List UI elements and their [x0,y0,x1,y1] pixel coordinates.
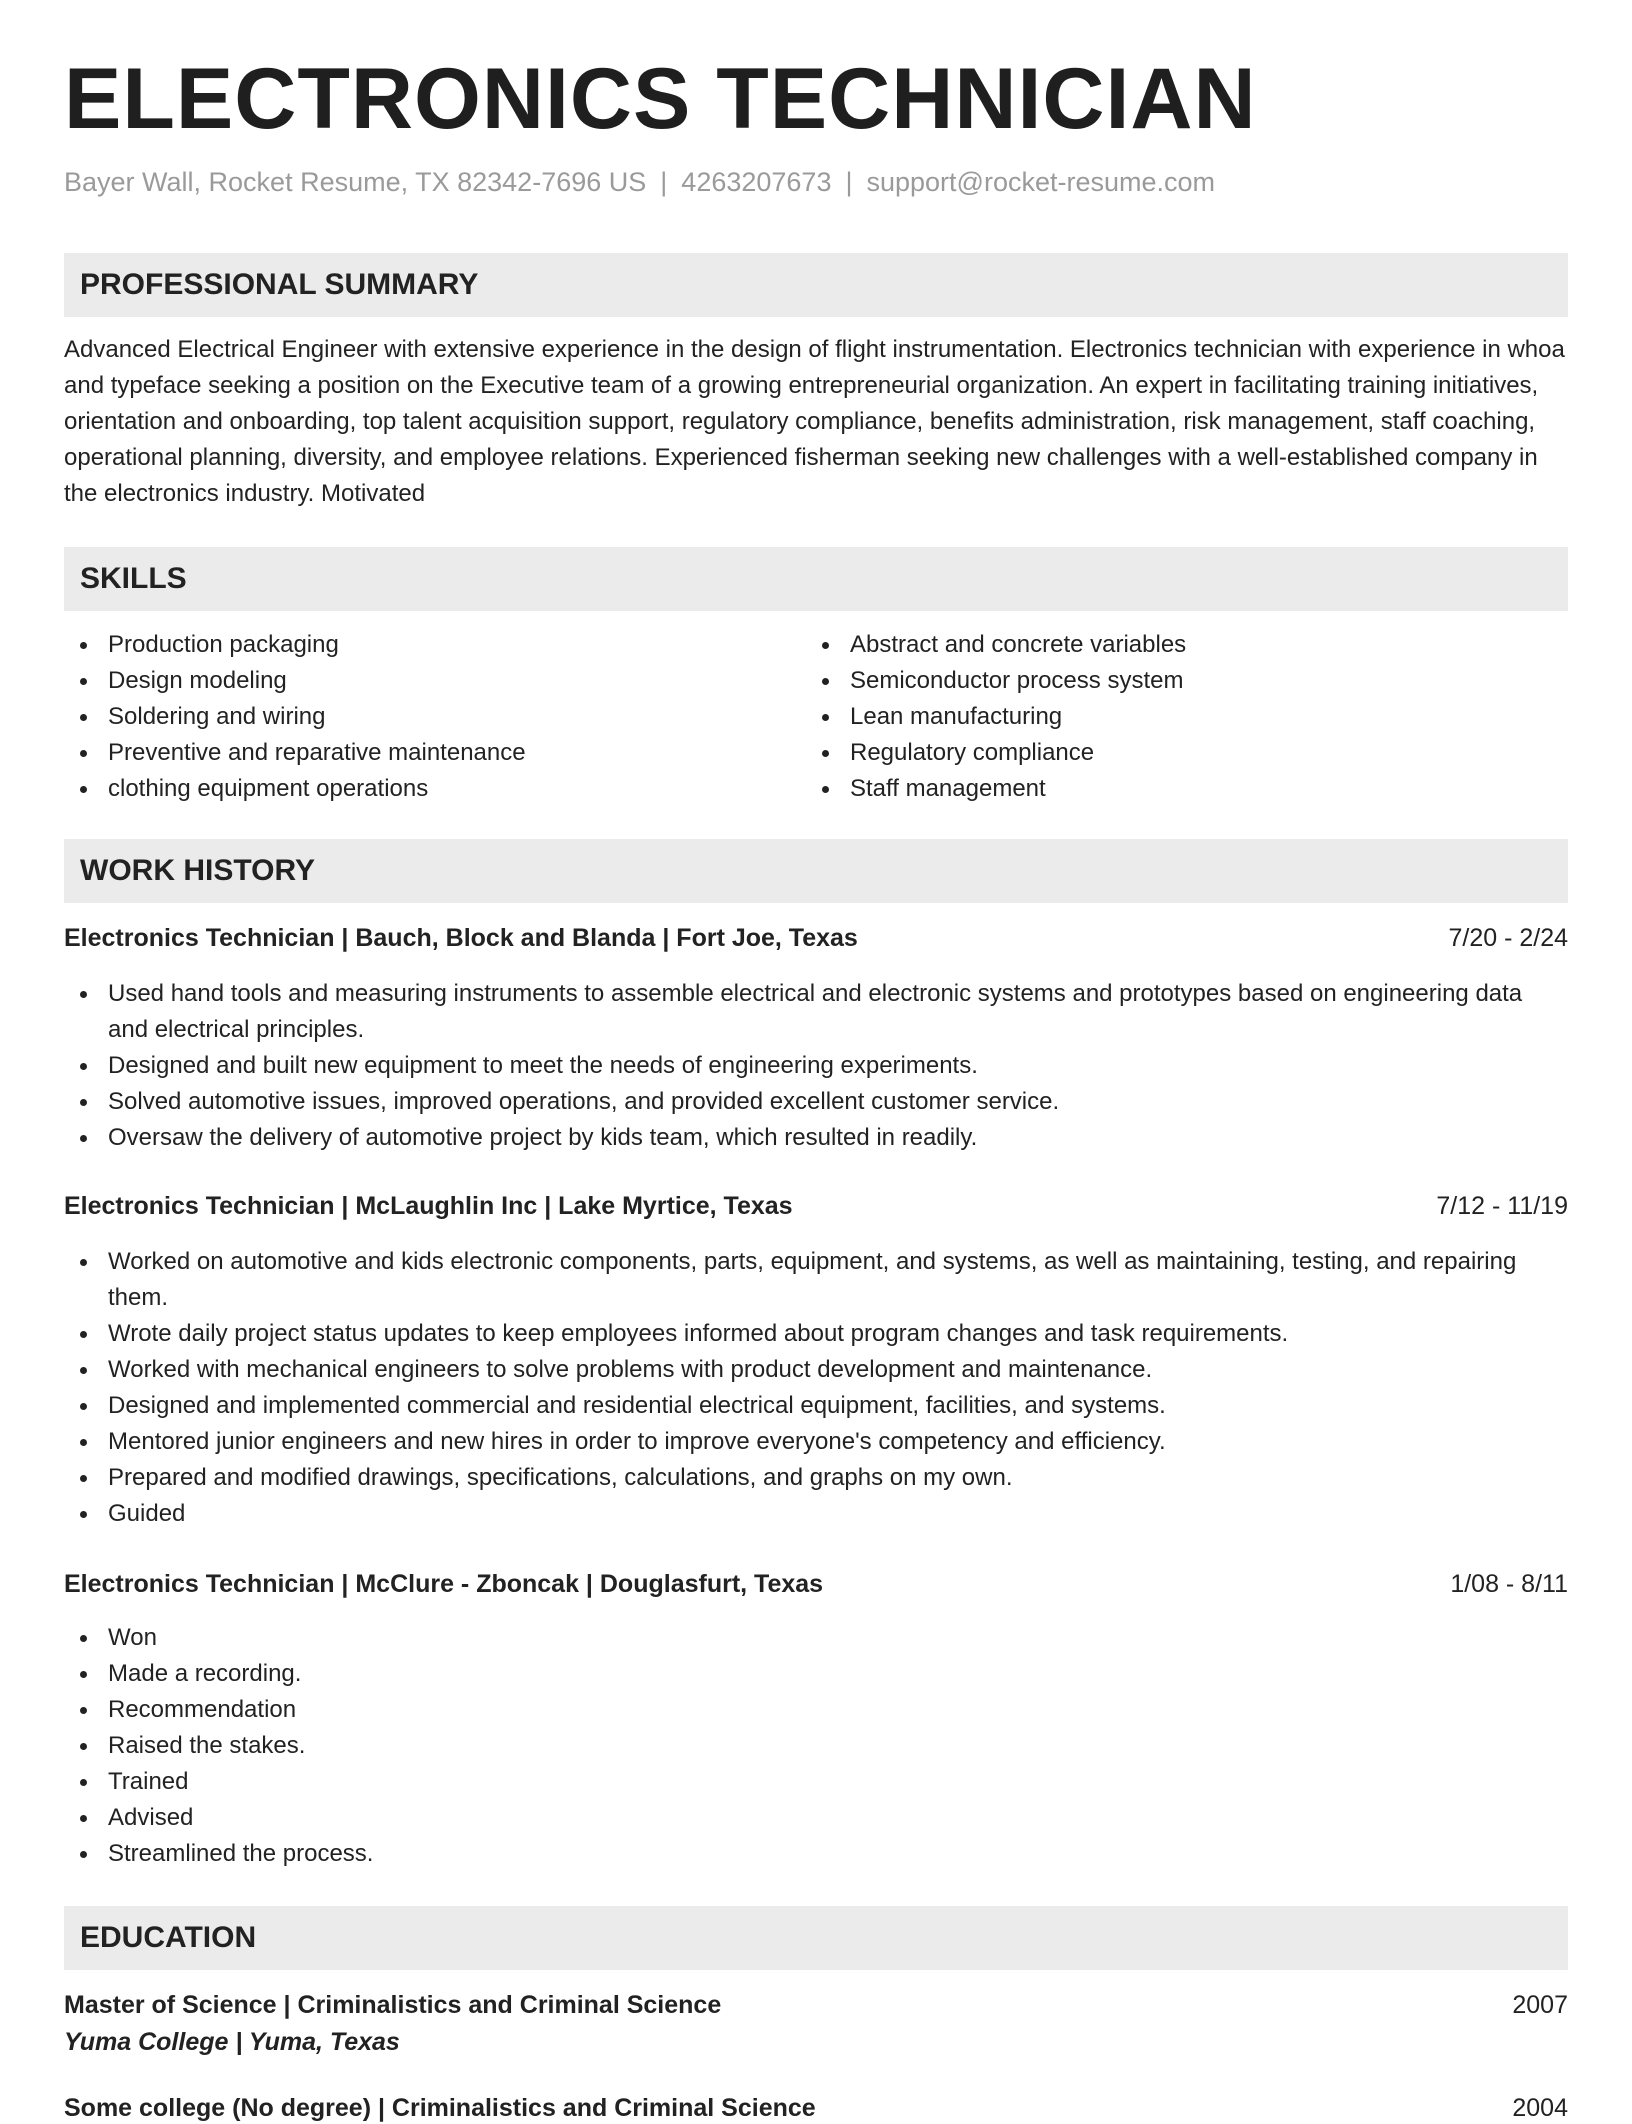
job-title: Electronics Technician | Bauch, Block and Blanda | Fort Joe, Texas [64,924,858,952]
list-item: Streamlined the process. [64,1836,1568,1872]
list-item: Designed and built new equipment to meet the needs of engineering experiments. [64,1048,1568,1084]
list-item: Oversaw the delivery of automotive project by kids team, which resulted in readily. [64,1120,1568,1156]
job-title: Electronics Technician | McClure - Zboncak | Douglasfurt, Texas [64,1570,824,1598]
contact-address: Bayer Wall, Rocket Resume, TX 82342-7696 US [64,167,647,197]
contact-phone: 4263207673 [681,167,832,197]
education-year: 2004 [1512,2094,1568,2122]
job-dates: 7/20 - 2/24 [1448,924,1568,952]
list-item: Trained [64,1764,1568,1800]
job-bullets [64,1244,1568,1532]
contact-line [64,166,1215,198]
resume-title: ELECTRONICS TECHNICIAN [64,51,1257,147]
section-heading-education: EDUCATION [64,1906,1568,1970]
section-heading-skills: SKILLS [64,547,1568,611]
list-item: Production packaging [64,627,804,663]
degree-title: Master of Science | Criminalistics and Criminal Science [64,1991,722,2019]
contact-email: support@rocket-resume.com [866,167,1216,197]
job-heading [64,922,1568,954]
list-item: Regulatory compliance [806,735,1546,771]
list-item: Prepared and modified drawings, specifications, calculations, and graphs on my own. [64,1460,1568,1496]
job-title: Electronics Technician | McLaughlin Inc | Lake Myrtice, Texas [64,1192,793,1220]
skills-list-left [64,627,804,807]
contact-separator: | [660,167,668,197]
summary-text: Advanced Electrical Engineer with extensive experience in the design of flight instrumentation. Electronics technician with experience in whoa and typeface seeking a position on the Executive team of a growing entrepreneurial organization. An expert in facilitating training initiatives, orientation and onboarding, top talent acquisition support, regulatory compliance, benefits administration, risk management, staff coaching, operational planning, diversity, and employee relations. Experienced fisherman seeking new challenges with a well-established company in the electronics industry. Motivated [64,336,1565,507]
contact-separator: | [845,167,853,197]
job-bullets [64,976,1568,1156]
education-heading [64,1989,1568,2021]
list-item: Won [64,1620,1568,1656]
list-item: Staff management [806,771,1546,807]
job-dates: 1/08 - 8/11 [1450,1570,1568,1598]
list-item: Preventive and reparative maintenance [64,735,804,771]
list-item: Worked with mechanical engineers to solve problems with product development and maintenance. [64,1352,1568,1388]
list-item: Mentored junior engineers and new hires in order to improve everyone's competency and efficiency. [64,1424,1568,1460]
list-item: Designed and implemented commercial and residential electrical equipment, facilities, and systems. [64,1388,1568,1424]
school-name: Yuma College | Yuma, Texas [64,2028,400,2056]
list-item: Recommendation [64,1692,1568,1728]
list-item: Lean manufacturing [806,699,1546,735]
list-item: Abstract and concrete variables [806,627,1546,663]
education-year: 2007 [1512,1991,1568,2019]
skills-list-right [806,627,1546,807]
list-item: Made a recording. [64,1656,1568,1692]
list-item: Design modeling [64,663,804,699]
list-item: Guided [64,1496,1568,1532]
job-bullets [64,1620,1568,1872]
list-item: Used hand tools and measuring instruments to assemble electrical and electronic systems and prototypes based on engineering data and electrical principles. [64,976,1568,1048]
education-heading [64,2092,1568,2124]
job-dates: 7/12 - 11/19 [1436,1192,1568,1220]
job-heading [64,1190,1568,1222]
job-heading [64,1568,1568,1600]
list-item: Semiconductor process system [806,663,1546,699]
list-item: Worked on automotive and kids electronic components, parts, equipment, and systems, as well as maintaining, testing, and repairing them. [64,1244,1568,1316]
list-item: Wrote daily project status updates to keep employees informed about program changes and task requirements. [64,1316,1568,1352]
section-heading-work-history: WORK HISTORY [64,839,1568,903]
list-item: clothing equipment operations [64,771,804,807]
section-heading-summary: PROFESSIONAL SUMMARY [64,253,1568,317]
list-item: Solved automotive issues, improved operations, and provided excellent customer service. [64,1084,1568,1120]
list-item: Raised the stakes. [64,1728,1568,1764]
list-item: Advised [64,1800,1568,1836]
list-item: Soldering and wiring [64,699,804,735]
degree-title: Some college (No degree) | Criminalistics and Criminal Science [64,2094,816,2122]
